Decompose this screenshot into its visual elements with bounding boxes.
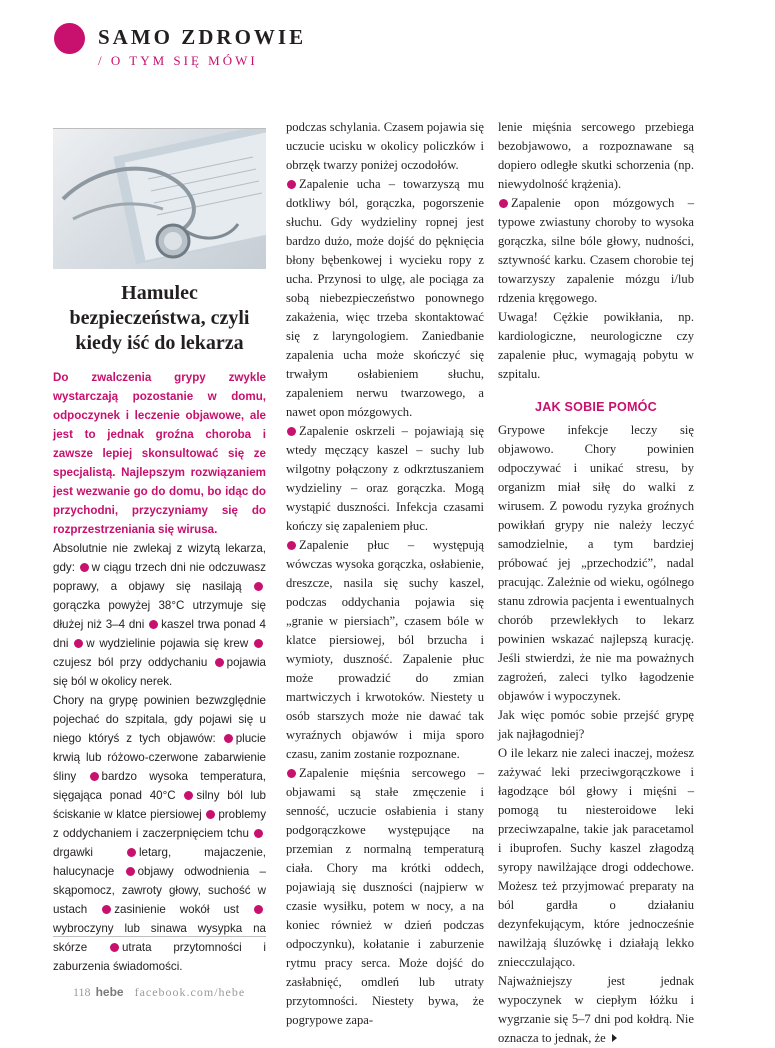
brand-logo: hebe xyxy=(95,985,124,999)
section-subtitle: / O TYM SIĘ MÓWI xyxy=(98,53,258,68)
paragraph xyxy=(286,175,484,422)
bullet-text: Zapalenie płuc – występują wówczas wysoka gorączka, osłabienie, dreszcze, nasila się suchy kaszel, podczas oddychania pojawia się „granie w piersiach”, czasem bóle w klatce piersiowej, ból brzucha i wymioty, duszność. Zapalenie płuc może prowadzić do zmian martwiczych i krwotoków. Niestety u osób starszych może nie dawać tak wyraźnych objawów i mija sporo czasu, zanim zostanie rozpoznane. xyxy=(286,538,484,761)
paragraph: Jak więc pomóc sobie przejść grypę jak najłagodniej? xyxy=(498,708,694,741)
column-3 xyxy=(498,118,694,1048)
list-item: silny ból lub ściskanie w klatce piersiowej xyxy=(53,789,266,821)
paragraph: podczas schylania. Czasem pojawia się uczucie ucisku w okolicy policzków i obrzęk twarzy poniżej oczodołów. xyxy=(286,120,484,172)
paragraph: O ile lekarz nie zaleci inaczej, możesz zażywać leki przeciwgorączkowe i łagodzące ból głowy i mięśni – pomogą tu niesteroidowe leki przeciwzapalne, takie jak paracetamol i ibuprofen. Suchy kaszel złagodzą syropy nawilżające drogi oddechowe. Możesz też przyjmować preparaty na ból gardła o działaniu dezynfekującym, które jednocześnie nawilżają śluzówkę i działają lekko zniecczulająco. xyxy=(498,746,694,969)
bullet-icon xyxy=(110,943,119,952)
bullet-text: Zapalenie opon mózgowych – typowe zwiastuny choroby to wysoka gorączka, silne bóle głowy, nudności, sztywność karku. Czasem chorobie tej towarzyszy zapalenie mózgu i/lub rdzenia kręgowego. xyxy=(498,196,694,305)
bullet-icon xyxy=(287,541,296,550)
bullet-text: Zapalenie ucha – towarzyszą mu dotkliwy ból, gorączka, pogorszenie słuchu. Gdy wydzieliny ropnej jest bardzo dużo, może dojść do pęknięcia błony bębenkowej i wycieku ropy z ucha. Przynosi to ulgę, ale pociąga za sobą niebezpieczeństwo ponownego zakażenia, więc trzeba skontaktować się z laryngologiem. Zaniedbanie zapalenia ucha może skończyć się trwałym osłabieniem słuchu, zapaleniem nerwu twarzowego, a nawet opon mózgowych. xyxy=(286,177,484,419)
paragraph xyxy=(286,422,484,536)
bullet-icon xyxy=(254,582,263,591)
list-item: w ciągu trzech dni nie odczuwasz poprawy, a objawy się nasilają xyxy=(53,561,266,593)
column-divider xyxy=(53,936,266,937)
list-item: czujesz ból przy oddychaniu xyxy=(53,656,208,669)
list-item: letarg, majaczenie, halucynacje xyxy=(53,846,266,878)
list-intro: Chory na grypę powinien bezwzględnie pojechać do szpitala, gdy pojawi się u niego któryś z tych objawów: xyxy=(53,694,266,745)
paragraph-text: Najważniejszy jest jednak wypoczynek w ciepłym łóżku i wygrzanie się 5–7 dni pod kołdrą. Nie oznacza to jednak, że xyxy=(498,974,694,1045)
section-marker-dot xyxy=(54,23,85,54)
section-title: SAMO ZDROWIE xyxy=(98,25,307,49)
list-item: problemy z oddychaniem i zaczerpnięciem tchu xyxy=(53,808,266,840)
social-link[interactable]: facebook.com/hebe xyxy=(134,985,246,999)
list-intro: Absolutnie nie zwlekaj z wizytą lekarza, gdy: xyxy=(53,542,266,574)
bullet-icon xyxy=(215,658,224,667)
column-2 xyxy=(286,118,484,1030)
paragraph xyxy=(286,764,484,1030)
bullet-icon xyxy=(254,829,263,838)
paragraph xyxy=(498,972,694,1048)
list-item: pojawia się ból w okolicy nerek. xyxy=(53,656,266,688)
list-item: zasinienie wokół ust xyxy=(114,903,239,916)
list-item: gorączka powyżej 38°C utrzymuje się dłużej niż 3–4 dni xyxy=(53,599,266,631)
list-item: w wydzielinie pojawia się krew xyxy=(86,637,249,650)
bullet-icon xyxy=(254,905,263,914)
bullet-text: Zapalenie mięśnia sercowego – objawami są stałe zmęczenie i senność, uczucie osłabienia i stany podgorączkowe występujące na przemian z normalną temperaturą ciała. Chory ma krótki oddech, pojawiają się duszności (najpierw w czasie wysiłku, potem w nocy, a na koniec również w dzień podczas odpoczynku), kołatanie i zaburzenie rytmu pracy serca. Może dojść do zasłabnięć, omdleń lub utraty przytomności. Niestety bywa, że pogrypowe zapa- xyxy=(286,766,484,1027)
bullet-icon xyxy=(287,769,296,778)
section-subheading: JAK SOBIE POMÓC xyxy=(535,400,657,414)
urgent-visit-list xyxy=(53,539,266,691)
bullet-icon xyxy=(80,563,89,572)
paragraph xyxy=(498,194,694,308)
bullet-icon xyxy=(149,620,158,629)
list-item: utrata przytomności i zaburzenia świadomości. xyxy=(53,941,266,973)
bullet-icon xyxy=(102,905,111,914)
list-item: plucie krwią lub różowo-czerwone zabarwienie śliny xyxy=(53,732,266,783)
list-item: wybroczyny lub sinawa wysypka na skórze xyxy=(53,922,266,954)
bullet-icon xyxy=(74,639,83,648)
bullet-icon xyxy=(126,867,135,876)
bullet-icon xyxy=(287,427,296,436)
article-lead: Do zwalczenia grypy zwykle wystarczają pozostanie w domu, odpoczynek i leczenie objawowe, ale jest to jednak groźna choroba i zawsze lepiej skonsultować się ze specjalistą. Najlepszym rozwiązaniem jest wezwanie go do domu, bo idąc do przychodni, przyczyniamy się do rozprzestrzeniania się wirusa. xyxy=(53,371,266,536)
list-item: drgawki xyxy=(53,846,93,859)
continue-arrow-icon xyxy=(612,1034,617,1042)
bullet-icon xyxy=(206,810,215,819)
paragraph xyxy=(286,536,484,764)
page-number: 118 xyxy=(73,985,91,999)
list-item: kaszel trwa ponad 4 dni xyxy=(53,618,266,650)
warning-paragraph: Uwaga! Cężkie powikłania, np. kardiologiczne, neurologiczne czy zapalenie płuc, wymagają pobytu w szpitalu. xyxy=(498,310,694,381)
bullet-icon xyxy=(224,734,233,743)
bullet-icon xyxy=(254,639,263,648)
list-item: objawy odwodnienia – skąpomocz, zawroty głowy, suchość w ustach xyxy=(53,865,266,916)
bullet-icon xyxy=(127,848,136,857)
list-item: bardzo wysoka temperatura, sięgająca ponad 40°C xyxy=(53,770,266,802)
paragraph: Grypowe infekcje leczy się objawowo. Chory powinien odpoczywać i unikać stresu, by organizm miał siłę do walki z wirusem. Z powodu ryzyka groźnych powikłań grypy nie należy leczyć samodzielnie, a tym bardziej próbować jej „przechodzić”, nadal pracując. Zależnie od wieku, ogólnego stanu zdrowia pacjenta i ewentualnych chorób przewlekłych to lekarz powinien wskazać najlepszą kurację. Jeśli stwierdzi, że nie ma poważnych zagrożeń, zaleci tylko łagodzenie objawów i wypoczynek. xyxy=(498,423,694,703)
stethoscope-photo xyxy=(53,128,266,269)
bullet-icon xyxy=(90,772,99,781)
bullet-icon xyxy=(287,180,296,189)
page-footer xyxy=(73,985,245,1000)
column-1 xyxy=(53,126,266,976)
hospital-symptoms-list xyxy=(53,691,266,976)
bullet-icon xyxy=(184,791,193,800)
article-headline: Hamulec bezpieczeństwa, czyli kiedy iść do lekarza xyxy=(69,282,250,354)
bullet-text: Zapalenie oskrzeli – pojawiają się wtedy męczący kaszel – suchy lub wilgotny połączony z odkrztuszaniem wydzieliny – oraz gorączka. Mogą wystąpić duszności. Infekcja czasami kończy się zapaleniem płuc. xyxy=(286,424,484,533)
bullet-icon xyxy=(499,199,508,208)
stethoscope-icon xyxy=(53,129,266,269)
paragraph: lenie mięśnia sercowego przebiega bezobjawowo, a rozpoznawane są dopiero odległe skutki schorzenia (np. niewydolność krążenia). xyxy=(498,120,694,191)
